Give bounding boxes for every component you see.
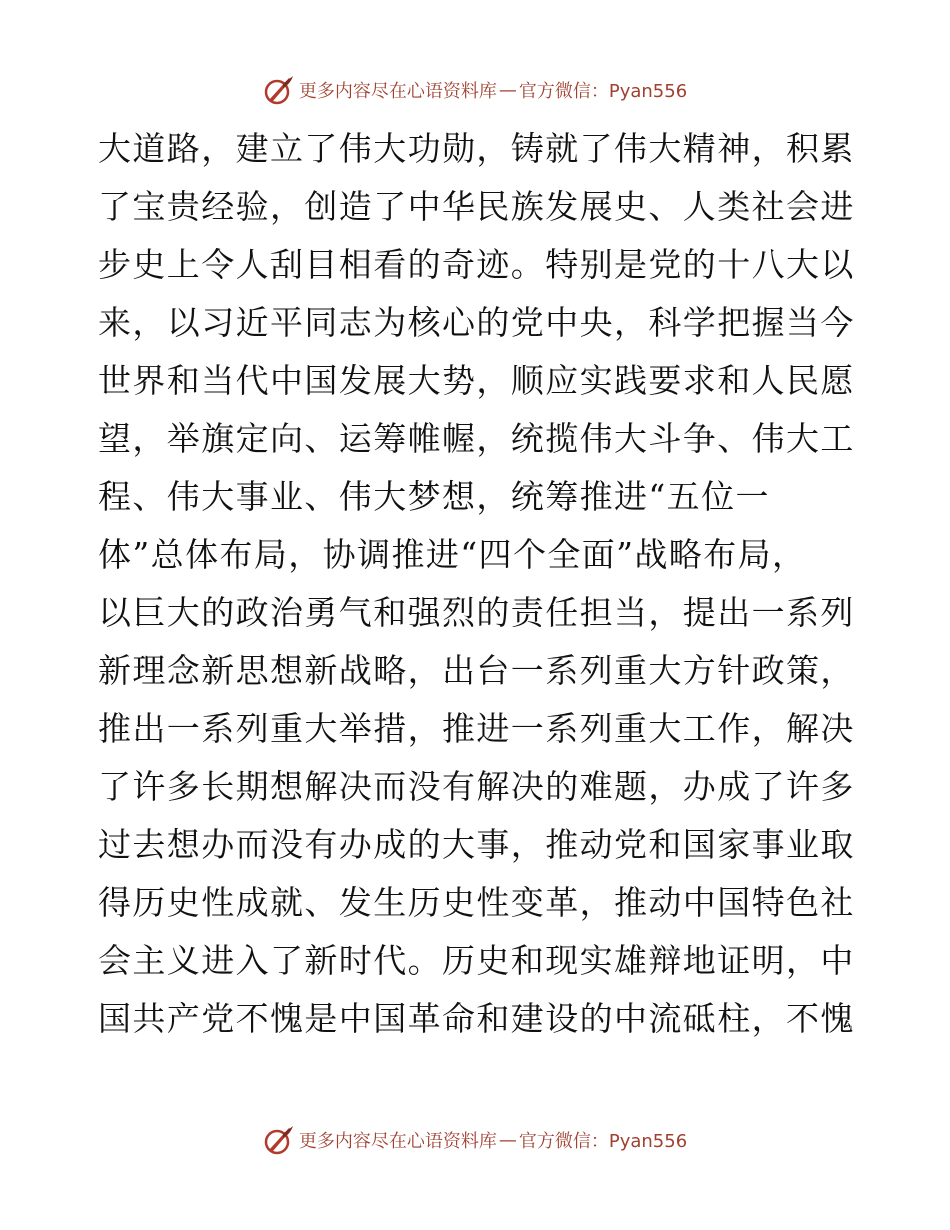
- quill-logo-icon: [263, 74, 295, 106]
- header-tagline: 更多内容尽在心语资料库: [298, 81, 497, 102]
- text-line: 程、伟大事业、伟大梦想，统筹推进“五位一: [98, 477, 770, 516]
- text-line: 得历史性成就、发生历史性变革，推动中国特色社: [98, 883, 855, 922]
- footer-separator: —: [498, 1129, 517, 1151]
- text-line: 了许多长期想解决而没有解决的难题，办成了许多: [98, 767, 855, 806]
- text-line: 步史上令人刮目相看的奇迹。特别是党的十八大以: [98, 245, 855, 284]
- document-body: [98, 120, 858, 1048]
- text-line: 新理念新思想新战略，出台一系列重大方针政策，: [98, 651, 855, 690]
- text-line: 推出一系列重大举措，推进一系列重大工作，解决: [98, 709, 855, 748]
- text-line: 大道路，建立了伟大功勋，铸就了伟大精神，积累: [98, 129, 855, 168]
- text-line: 会主义进入了新时代。历史和现实雄辩地证明，中: [98, 941, 855, 980]
- text-line: 国共产党不愧是中国革命和建设的中流砥柱，不愧: [98, 999, 855, 1038]
- footer-banner: [0, 1120, 950, 1160]
- text-line: 以巨大的政治勇气和强烈的责任担当，提出一系列: [98, 593, 855, 632]
- text-line: 望，举旗定向、运筹帷幄，统揽伟大斗争、伟大工: [98, 419, 855, 458]
- header-wechat: 官方微信：Pyan556: [518, 81, 688, 102]
- footer-wechat: 官方微信：Pyan556: [518, 1131, 688, 1152]
- text-line: 世界和当代中国发展大势，顺应实践要求和人民愿: [98, 361, 855, 400]
- text-line: 了宝贵经验，创造了中华民族发展史、人类社会进: [98, 187, 855, 226]
- footer-tagline: 更多内容尽在心语资料库: [298, 1131, 497, 1152]
- header-separator: —: [498, 79, 517, 101]
- quill-logo-icon: [263, 1124, 295, 1156]
- text-line: 过去想办而没有办成的大事，推动党和国家事业取: [98, 825, 855, 864]
- header-banner: [0, 70, 950, 110]
- text-line: 来，以习近平同志为核心的党中央，科学把握当今: [98, 303, 855, 342]
- text-line: 体”总体布局，协调推进“四个全面”战略布局，: [98, 535, 807, 574]
